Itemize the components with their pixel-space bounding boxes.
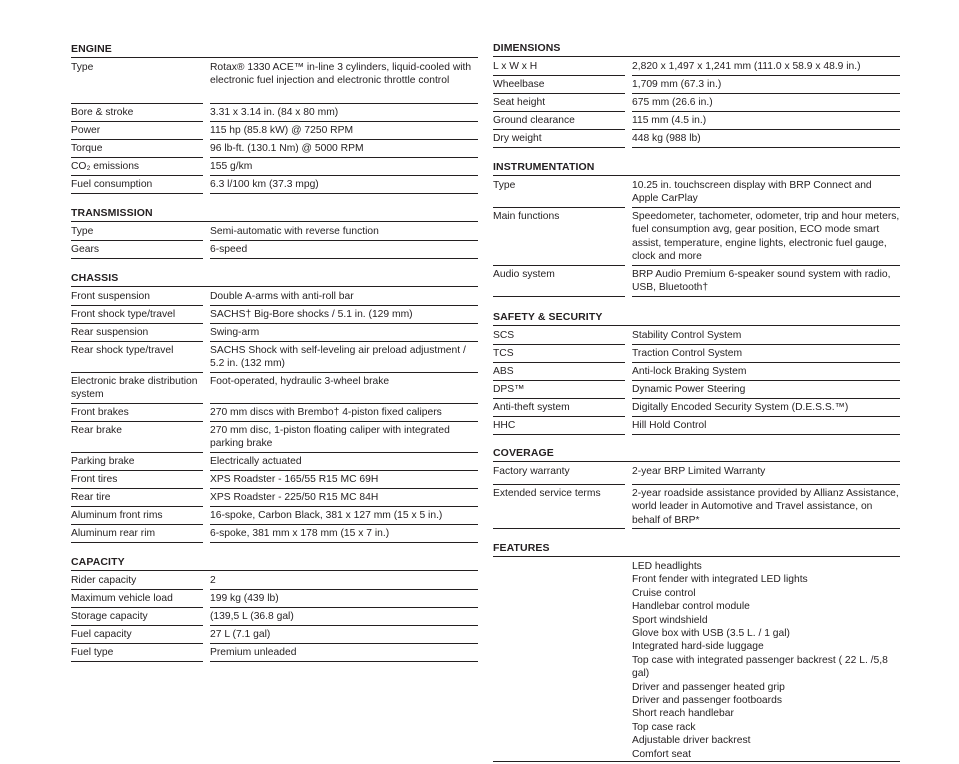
spec-row bbox=[493, 346, 900, 362]
feature-item: LED headlights bbox=[632, 561, 702, 572]
spec-row bbox=[493, 59, 900, 75]
spec-label: ABS bbox=[493, 364, 625, 381]
spec-row bbox=[71, 454, 478, 470]
spec-label: Dry weight bbox=[493, 131, 625, 148]
spec-label: CO₂ emissions bbox=[71, 159, 203, 176]
spec-row bbox=[71, 508, 478, 524]
spec-value: (139,5 L (36.8 gal) bbox=[210, 609, 478, 626]
section-title-transmission: TRANSMISSION bbox=[71, 207, 153, 219]
spec-label: Fuel capacity bbox=[71, 627, 203, 644]
spec-value: Foot-operated, hydraulic 3-wheel brake bbox=[210, 374, 478, 404]
section-title-instrumentation: INSTRUMENTATION bbox=[493, 161, 595, 173]
spec-value: 2 bbox=[210, 573, 478, 590]
spec-label: Audio system bbox=[493, 267, 625, 297]
spec-value: Digitally Encoded Security System (D.E.S.S.™) bbox=[632, 400, 900, 417]
section-rule bbox=[71, 57, 478, 58]
spec-label: Extended service terms bbox=[493, 486, 625, 529]
feature-item: Handlebar control module bbox=[632, 601, 750, 613]
spec-row bbox=[71, 405, 478, 421]
spec-value: Traction Control System bbox=[632, 346, 900, 363]
spec-row bbox=[71, 325, 478, 341]
spec-label: Front shock type/travel bbox=[71, 307, 203, 324]
spec-value: 2-year roadside assistance provided by Allianz Assistance, world leader in Automotive and Travel assistance, on behalf of BRP* bbox=[632, 486, 900, 529]
feature-item: Driver and passenger heated grip bbox=[632, 681, 785, 693]
spec-row bbox=[71, 123, 478, 139]
spec-value: Swing-arm bbox=[210, 325, 478, 342]
spec-row bbox=[71, 141, 478, 157]
spec-value: 270 mm disc, 1-piston floating caliper with integrated parking brake bbox=[210, 423, 478, 453]
spec-label: Rear suspension bbox=[71, 325, 203, 342]
spec-value: 115 mm (4.5 in.) bbox=[632, 113, 900, 130]
spec-row bbox=[71, 526, 478, 542]
spec-value: Premium unleaded bbox=[210, 645, 478, 662]
spec-label: HHC bbox=[493, 418, 625, 435]
spec-value: XPS Roadster - 165/55 R15 MC 69H bbox=[210, 472, 478, 489]
spec-row bbox=[493, 95, 900, 111]
spec-label: Type bbox=[71, 224, 203, 241]
spec-value: XPS Roadster - 225/50 R15 MC 84H bbox=[210, 490, 478, 507]
spec-value: Double A-arms with anti-roll bar bbox=[210, 289, 478, 306]
spec-label: Torque bbox=[71, 141, 203, 158]
spec-value: Anti-lock Braking System bbox=[632, 364, 900, 381]
spec-row bbox=[71, 573, 478, 589]
spec-row bbox=[493, 77, 900, 93]
spec-value: 27 L (7.1 gal) bbox=[210, 627, 478, 644]
spec-label: Ground clearance bbox=[493, 113, 625, 130]
spec-value: SACHS† Big-Bore shocks / 5.1 in. (129 mm) bbox=[210, 307, 478, 324]
spec-label: Parking brake bbox=[71, 454, 203, 471]
spec-value: Hill Hold Control bbox=[632, 418, 900, 435]
spec-row bbox=[71, 307, 478, 323]
spec-label: Maximum vehicle load bbox=[71, 591, 203, 608]
spec-value: Speedometer, tachometer, odometer, trip and hour meters, fuel consumption avg, gear position, ECO mode smart assist, temperature, engine lights, electronic fuel gauge, clock and more bbox=[632, 209, 900, 266]
spec-value: 2-year BRP Limited Warranty bbox=[632, 464, 900, 485]
spec-label: Storage capacity bbox=[71, 609, 203, 626]
section-rule bbox=[71, 570, 478, 571]
spec-value: 3.31 x 3.14 in. (84 x 80 mm) bbox=[210, 105, 478, 122]
spec-value: BRP Audio Premium 6-speaker sound system with radio, USB, Bluetooth† bbox=[632, 267, 900, 297]
spec-row bbox=[493, 113, 900, 129]
spec-row bbox=[71, 472, 478, 488]
section-title-coverage: COVERAGE bbox=[493, 447, 554, 459]
section-rule bbox=[493, 461, 900, 462]
spec-row bbox=[71, 159, 478, 175]
spec-row bbox=[493, 382, 900, 398]
spec-value: 16-spoke, Carbon Black, 381 x 127 mm (15 x 5 in.) bbox=[210, 508, 478, 525]
spec-row bbox=[71, 645, 478, 661]
spec-value: 6-speed bbox=[210, 242, 478, 259]
spec-row bbox=[71, 374, 478, 403]
spec-row bbox=[71, 60, 478, 103]
spec-value: 6.3 l/100 km (37.3 mpg) bbox=[210, 177, 478, 194]
feature-item: Front fender with integrated LED lights bbox=[632, 574, 808, 586]
spec-row bbox=[493, 328, 900, 344]
spec-label: Front suspension bbox=[71, 289, 203, 306]
spec-label: Aluminum front rims bbox=[71, 508, 203, 525]
spec-label: Front tires bbox=[71, 472, 203, 489]
feature-item: Driver and passenger footboards bbox=[632, 695, 782, 707]
spec-value: 115 hp (85.8 kW) @ 7250 RPM bbox=[210, 123, 478, 140]
spec-row bbox=[71, 423, 478, 452]
spec-row bbox=[493, 364, 900, 380]
feature-item: Integrated hard-side luggage bbox=[632, 641, 764, 653]
spec-value: 10.25 in. touchscreen display with BRP Connect and Apple CarPlay bbox=[632, 178, 900, 208]
spec-row bbox=[493, 178, 900, 207]
spec-label: Bore & stroke bbox=[71, 105, 203, 122]
section-rule bbox=[71, 221, 478, 222]
spec-row bbox=[71, 343, 478, 372]
spec-label: Rear shock type/travel bbox=[71, 343, 203, 373]
section-rule bbox=[493, 175, 900, 176]
spec-label: Wheelbase bbox=[493, 77, 625, 94]
spec-row bbox=[71, 177, 478, 193]
spec-value: Dynamic Power Steering bbox=[632, 382, 900, 399]
section-rule bbox=[493, 556, 900, 557]
spec-label: Main functions bbox=[493, 209, 625, 266]
spec-value: 155 g/km bbox=[210, 159, 478, 176]
spec-value: SACHS Shock with self-leveling air preload adjustment / 5.2 in. (132 mm) bbox=[210, 343, 478, 373]
spec-value: Stability Control System bbox=[632, 328, 900, 345]
spec-value: 270 mm discs with Brembo† 4-piston fixed calipers bbox=[210, 405, 478, 422]
spec-row bbox=[493, 486, 900, 528]
spec-label: Type bbox=[493, 178, 625, 208]
section-rule bbox=[71, 286, 478, 287]
feature-item: Adjustable driver backrest bbox=[632, 735, 751, 747]
spec-value: 2,820 x 1,497 x 1,241 mm (111.0 x 58.9 x 48.9 in.) bbox=[632, 59, 900, 76]
spec-label: L x W x H bbox=[493, 59, 625, 76]
section-title-engine: ENGINE bbox=[71, 43, 112, 55]
spec-value: 199 kg (439 lb) bbox=[210, 591, 478, 608]
feature-item: Cruise control bbox=[632, 587, 696, 599]
spec-label: Fuel consumption bbox=[71, 177, 203, 194]
spec-row bbox=[71, 490, 478, 506]
spec-value: 1,709 mm (67.3 in.) bbox=[632, 77, 900, 94]
spec-row bbox=[493, 267, 900, 296]
spec-row bbox=[71, 224, 478, 240]
spec-row bbox=[493, 131, 900, 147]
spec-label: Gears bbox=[71, 242, 203, 259]
spec-label: Rider capacity bbox=[71, 573, 203, 590]
section-rule bbox=[493, 56, 900, 57]
feature-item: Comfort seat bbox=[632, 748, 691, 760]
feature-item: Top case with integrated passenger backrest ( 22 L. /5,8 gal) bbox=[632, 654, 888, 680]
spec-label: Anti-theft system bbox=[493, 400, 625, 417]
spec-row bbox=[493, 209, 900, 265]
spec-label: Aluminum rear rim bbox=[71, 526, 203, 543]
spec-row bbox=[71, 591, 478, 607]
spec-label: Fuel type bbox=[71, 645, 203, 662]
section-rule bbox=[493, 325, 900, 326]
spec-row bbox=[71, 627, 478, 643]
spec-value: Electrically actuated bbox=[210, 454, 478, 471]
spec-value: Semi-automatic with reverse function bbox=[210, 224, 478, 241]
spec-row bbox=[493, 400, 900, 416]
feature-item: Short reach handlebar bbox=[632, 708, 734, 720]
feature-item: Top case rack bbox=[632, 721, 696, 733]
spec-label: Seat height bbox=[493, 95, 625, 112]
feature-item: Glove box with USB (3.5 L. / 1 gal) bbox=[632, 628, 790, 640]
spec-row bbox=[71, 105, 478, 121]
spec-row bbox=[493, 418, 900, 434]
spec-label: Factory warranty bbox=[493, 464, 625, 485]
spec-row bbox=[493, 464, 900, 484]
section-title-dimensions: DIMENSIONS bbox=[493, 42, 561, 54]
spec-label: Electronic brake distribution system bbox=[71, 374, 203, 404]
spec-label: Front brakes bbox=[71, 405, 203, 422]
spec-row bbox=[71, 242, 478, 258]
section-title-safety-security: SAFETY & SECURITY bbox=[493, 311, 603, 323]
section-title-capacity: CAPACITY bbox=[71, 556, 125, 568]
section-title-chassis: CHASSIS bbox=[71, 272, 119, 284]
spec-label: SCS bbox=[493, 328, 625, 345]
spec-value: 6-spoke, 381 mm x 178 mm (15 x 7 in.) bbox=[210, 526, 478, 543]
spec-label: Rear brake bbox=[71, 423, 203, 453]
spec-label: DPS™ bbox=[493, 382, 625, 399]
spec-value: 96 lb-ft. (130.1 Nm) @ 5000 RPM bbox=[210, 141, 478, 158]
spec-label: Power bbox=[71, 123, 203, 140]
spec-label: Rear tire bbox=[71, 490, 203, 507]
features-bottom-rule bbox=[493, 761, 900, 762]
spec-row bbox=[71, 609, 478, 625]
spec-label: Type bbox=[71, 60, 203, 104]
feature-item: Sport windshield bbox=[632, 614, 708, 626]
features-list bbox=[632, 560, 900, 761]
spec-value: Rotax® 1330 ACE™ in-line 3 cylinders, liquid-cooled with electronic fuel injection and electronic throttle control bbox=[210, 60, 478, 104]
section-title-features: FEATURES bbox=[493, 542, 550, 554]
spec-label: TCS bbox=[493, 346, 625, 363]
spec-value: 675 mm (26.6 in.) bbox=[632, 95, 900, 112]
spec-value: 448 kg (988 lb) bbox=[632, 131, 900, 148]
spec-row bbox=[71, 289, 478, 305]
